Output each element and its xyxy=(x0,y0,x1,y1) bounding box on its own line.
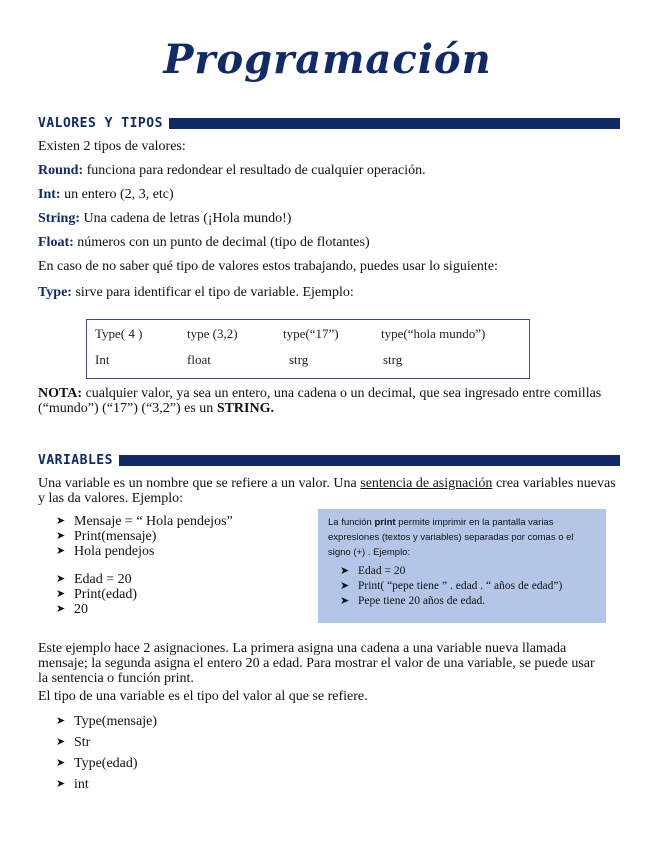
para-text: y las da valores. Ejemplo: xyxy=(38,491,184,506)
intro-text: Existen 2 tipos de valores: xyxy=(38,139,186,154)
list-item-text: Str xyxy=(74,735,91,750)
unknown-text: En caso de no saber qué tipo de valores estos trabajando, puedes usar lo siguiente: xyxy=(38,259,498,274)
bullet-list-1 xyxy=(56,514,233,559)
list-item-text: 20 xyxy=(74,602,88,617)
note-label: NOTA: xyxy=(38,386,83,401)
table-cell: type(“17”) xyxy=(283,326,339,341)
print-info-box xyxy=(318,509,606,623)
section-heading-bar xyxy=(119,455,620,466)
list-item-text: Hola pendejos xyxy=(74,544,155,559)
list-item-text: Print(edad) xyxy=(74,587,137,602)
variables-paragraph xyxy=(38,476,620,506)
arrow-bullet-icon: ➤ xyxy=(340,580,350,592)
arrow-bullet-icon: ➤ xyxy=(56,588,66,600)
info-text: La función xyxy=(328,517,375,528)
def-term: String: xyxy=(38,211,80,226)
page-title: Programación xyxy=(163,36,492,83)
table-cell: Int xyxy=(95,352,110,367)
list-item-text: Print( “pepe tiene ” . edad . “ años de edad”) xyxy=(358,580,563,592)
list-item xyxy=(56,544,233,559)
list-item xyxy=(56,732,157,753)
arrow-bullet-icon: ➤ xyxy=(340,565,350,577)
list-item xyxy=(56,587,137,602)
list-item xyxy=(340,579,596,594)
table-cell: float xyxy=(187,352,211,367)
info-text: signo (+) . Ejemplo: xyxy=(328,547,411,558)
table-cell: strg xyxy=(289,352,309,367)
arrow-bullet-icon: ➤ xyxy=(56,736,66,748)
list-item xyxy=(56,753,157,774)
note-strong: STRING. xyxy=(216,401,274,416)
table-cell: strg xyxy=(383,352,403,367)
list-item xyxy=(56,572,137,587)
list-item xyxy=(340,564,596,579)
list-item xyxy=(56,774,157,795)
list-item xyxy=(56,711,157,732)
arrow-bullet-icon: ➤ xyxy=(56,757,66,769)
bullet-list-3 xyxy=(56,711,157,795)
def-round xyxy=(38,163,426,179)
note-paragraph xyxy=(38,386,620,416)
def-text: sirve para identificar el tipo de variable. Ejemplo: xyxy=(71,285,354,300)
para-text: crea variables nuevas xyxy=(492,476,616,491)
list-item-text: int xyxy=(74,777,89,792)
arrow-bullet-icon: ➤ xyxy=(56,545,66,557)
arrow-bullet-icon: ➤ xyxy=(56,715,66,727)
def-float xyxy=(38,235,370,251)
list-item-text: Mensaje = “ Hola pendejos” xyxy=(74,514,233,529)
def-term: Type: xyxy=(38,285,72,300)
list-item xyxy=(56,602,137,617)
info-box-list xyxy=(328,564,596,609)
explanation-paragraph xyxy=(38,641,620,686)
def-type xyxy=(38,285,354,301)
def-text: funciona para redondear el resultado de cualquier operación. xyxy=(83,163,426,178)
def-term: Float: xyxy=(38,235,74,250)
info-text: expresiones (textos y variables) separadas por comas o el xyxy=(328,532,574,543)
info-box-intro xyxy=(328,515,596,560)
section-heading-bar xyxy=(169,118,620,129)
arrow-bullet-icon: ➤ xyxy=(56,515,66,527)
para-text: Una variable es un nombre que se refiere a un valor. Una xyxy=(38,476,361,491)
table-cell: Type( 4 ) xyxy=(95,326,143,341)
info-text: permite imprimir en la pantalla varias xyxy=(395,517,554,528)
def-int xyxy=(38,187,174,203)
para-text: mensaje; la segunda asigna el entero 20 a edad. Para mostrar el valor de una variable, se puede usar xyxy=(38,656,595,671)
bullet-list-2 xyxy=(56,572,137,617)
list-item xyxy=(340,594,596,609)
section-heading-label: VARIABLES xyxy=(38,452,113,468)
section-heading-valores xyxy=(38,115,620,131)
para-text: Este ejemplo hace 2 asignaciones. La primera asigna una cadena a una variable nueva llamada xyxy=(38,641,567,656)
arrow-bullet-icon: ➤ xyxy=(56,778,66,790)
arrow-bullet-icon: ➤ xyxy=(56,573,66,585)
def-text: un entero (2, 3, etc) xyxy=(60,187,174,202)
def-text: números con un punto de decimal (tipo de flotantes) xyxy=(73,235,370,250)
list-item xyxy=(56,529,233,544)
para-text: la sentencia o función print. xyxy=(38,671,194,686)
section-heading-variables xyxy=(38,452,620,468)
list-item-text: Pepe tiene 20 años de edad. xyxy=(358,595,486,607)
list-item-text: Print(mensaje) xyxy=(74,529,157,544)
type-explanation: El tipo de una variable es el tipo del valor al que se refiere. xyxy=(38,689,368,704)
arrow-bullet-icon: ➤ xyxy=(56,530,66,542)
list-item xyxy=(56,514,233,529)
list-item-text: Edad = 20 xyxy=(74,572,132,587)
arrow-bullet-icon: ➤ xyxy=(340,595,350,607)
table-cell: type(“hola mundo”) xyxy=(381,326,486,341)
info-keyword: print xyxy=(374,517,396,528)
note-text: (“mundo”) (“17”) (“3,2”) es un xyxy=(38,401,217,416)
def-text: Una cadena de letras (¡Hola mundo!) xyxy=(80,211,292,226)
arrow-bullet-icon: ➤ xyxy=(56,603,66,615)
def-string xyxy=(38,211,291,227)
def-term: Int: xyxy=(38,187,61,202)
section-heading-label: VALORES Y TIPOS xyxy=(38,115,163,131)
type-example-table xyxy=(86,319,530,379)
list-item-text: Type(mensaje) xyxy=(74,714,157,729)
list-item-text: Type(edad) xyxy=(74,756,138,771)
note-text: cualquier valor, ya sea un entero, una cadena o un decimal, que sea ingresado entre comillas xyxy=(82,386,602,401)
list-item-text: Edad = 20 xyxy=(358,565,406,577)
assignment-link: sentencia de asignación xyxy=(360,476,493,491)
table-cell: type (3,2) xyxy=(187,326,238,341)
def-term: Round: xyxy=(38,163,84,178)
